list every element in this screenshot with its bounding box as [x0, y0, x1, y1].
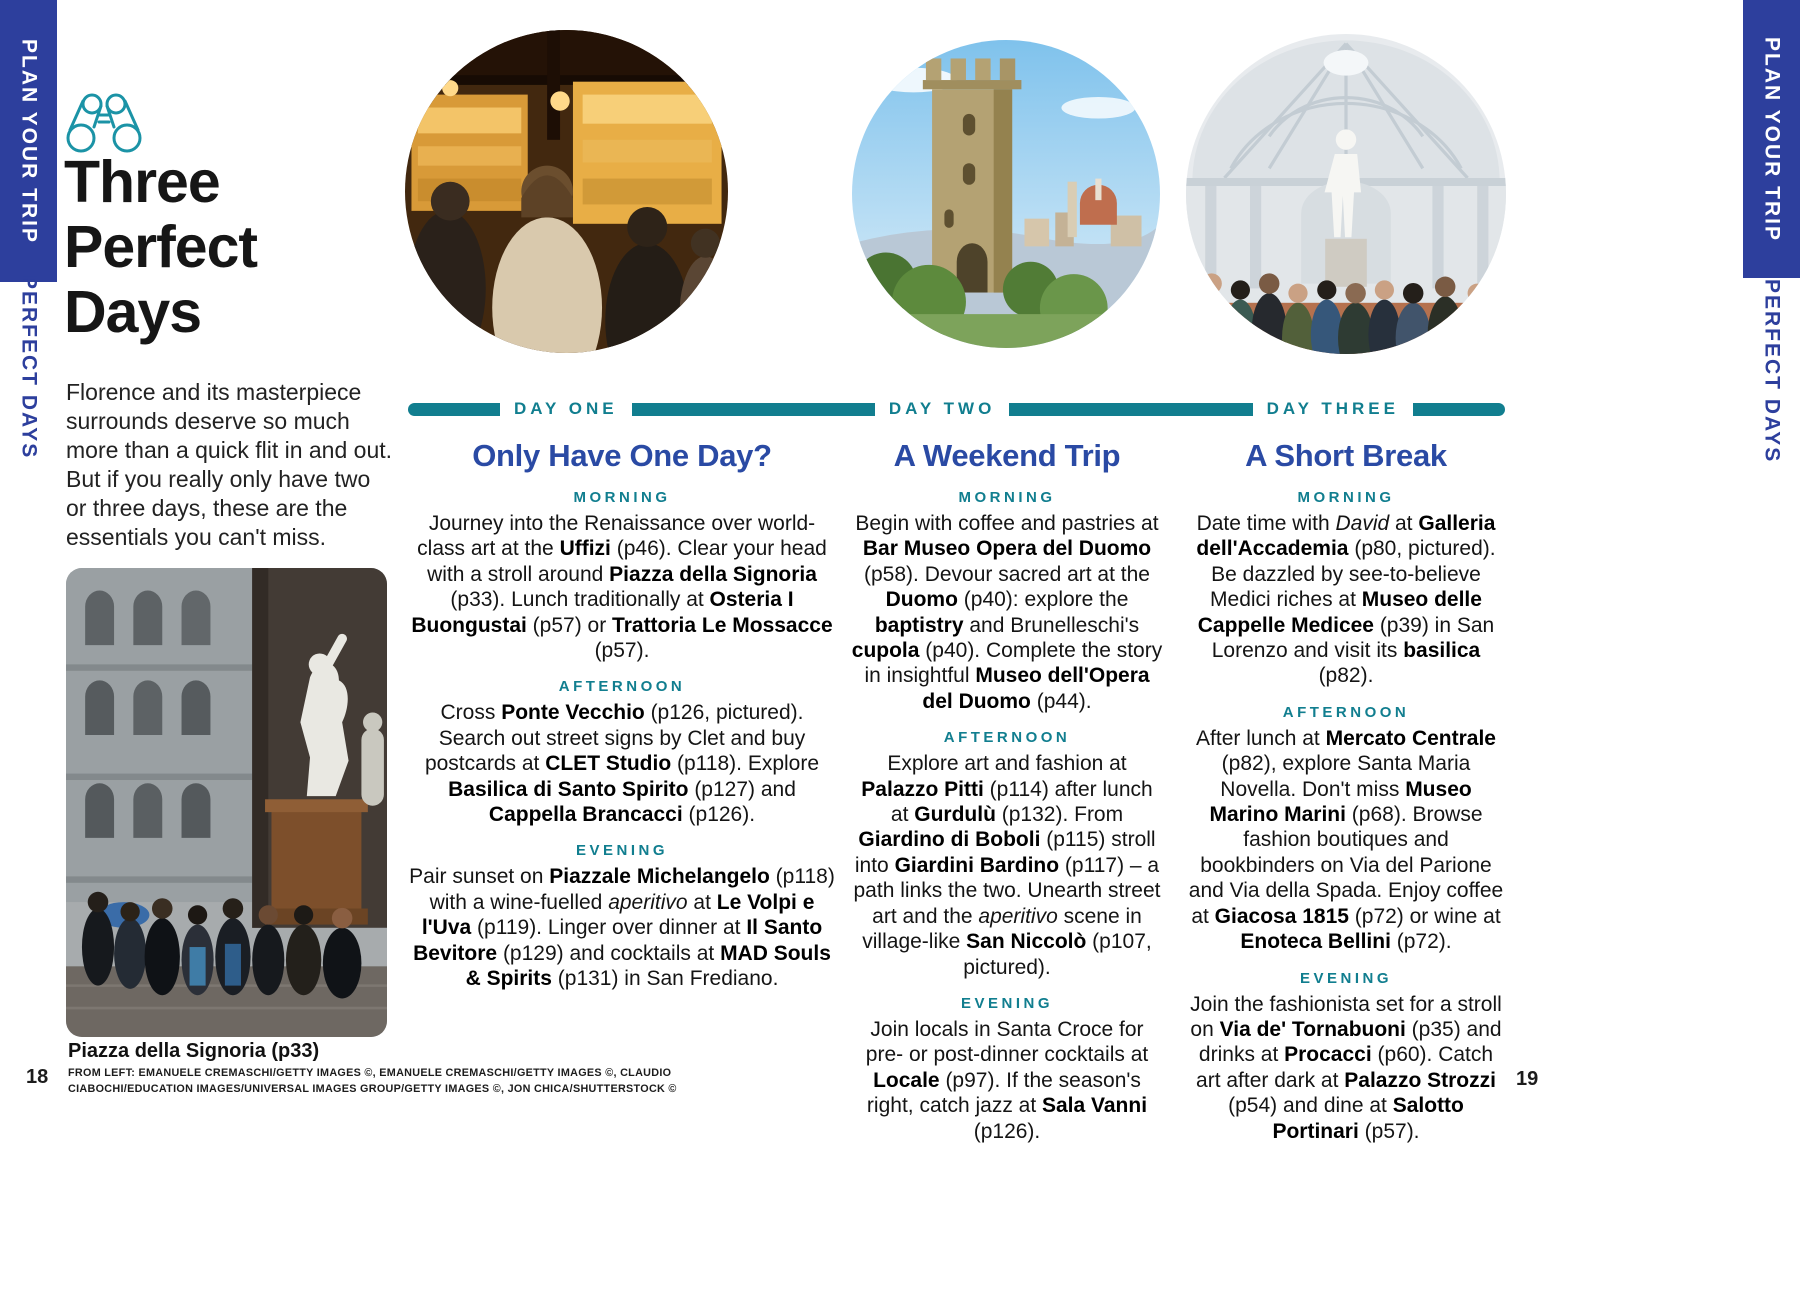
- itinerary-text: Cross Ponte Vecchio (p126, pictured). Search out street signs by Clet and buy postcards at CLET Studio (p118). Explore Basilica di Santo Spirito (p127) and Cappella Brancacci (p126).: [424, 701, 820, 827]
- itinerary-text: After lunch at Mercato Centrale (p82), explore Santa Maria Novella. Don't miss Museo Marino Marini (p68). Browse fashion boutiques and bookbinders on Via del Parione and Via della Spada. Enjoy coffee at Giacosa 1815 (p72) or wine at Enoteca Bellini (p72).: [1188, 726, 1504, 954]
- time-slot-label: MORNING: [573, 489, 671, 506]
- intro-paragraph: Florence and its masterpiece surrounds deserve so much more than a quick flit in and out. But if you really only have two or three days, these are the essentials you can't miss.: [66, 379, 393, 550]
- plan-your-trip-label: PLAN YOUR TRIP: [1760, 36, 1784, 242]
- plan-your-trip-tab-right: [1743, 0, 1800, 278]
- time-slot-label: EVENING: [960, 994, 1053, 1012]
- itinerary-text: Journey into the Renaissance over world-class art at the Uffizi (p46). Clear your head with a stroll around Piazza della Signoria (p33). Lunch traditionally at Osteria I Buongustai (p57) or Trattoria Le Mossacce (p57).: [411, 512, 833, 663]
- binoculars-icon: [66, 92, 142, 156]
- photo-credits: FROM LEFT: EMANUELE CREMASCHI/GETTY IMAGES ©, EMANUELE CREMASCHI/GETTY IMAGES ©, CLAUDIO CIABOCHI/EDUCATION IMAGES/UNIVERSAL IMAGES GROUP/GETTY IMAGES ©, JON CHICA/SHUTTERSTOCK ©: [68, 1067, 677, 1095]
- photo-caption: Piazza della Signoria (p33): [68, 1040, 320, 1062]
- time-slot-label: MORNING: [958, 489, 1056, 506]
- market-jewellery-shop-photo: [405, 30, 728, 353]
- itinerary-text: Explore art and fashion at Palazzo Pitti (p114) after lunch at Gurdulù (p132). From Giardino di Boboli (p115) stroll into Giardini Bardino (p117) – a path links the two. Unearth street art and the aperitivo scene in village-like San Niccolò (p107, pictured).: [853, 752, 1161, 979]
- itinerary-text: Pair sunset on Piazzale Michelangelo (p118) with a wine-fuelled aperitivo at Le Volpi e l'Uva (p119). Linger over dinner at Il Santo Bevitore (p129) and cocktails at MAD Souls & Spirits (p131) in San Frediano.: [409, 865, 835, 991]
- page-title: [64, 150, 404, 345]
- perfect-days-tab-right: [1743, 278, 1800, 464]
- piazza-della-signoria-photo: [66, 568, 387, 1037]
- perfect-days-label: PERFECT DAYS: [1760, 278, 1784, 464]
- plan-your-trip-tab-left: [0, 0, 57, 282]
- day-two-band-label: DAY TWO: [888, 399, 996, 418]
- day-three-sections: [1186, 489, 1506, 1144]
- page-number-left: 18: [26, 1066, 49, 1088]
- itinerary-text: Begin with coffee and pastries at Bar Museo Opera del Duomo (p58). Devour sacred art at the Duomo (p40): explore the baptistry and Brunelleschi's cupola (p40). Complete the story in insightful Museo dell'Opera del Duomo (p44).: [851, 512, 1163, 713]
- galleria-accademia-david-photo: [1186, 34, 1506, 354]
- day-two-heading: A Weekend Trip: [893, 438, 1121, 473]
- page-number-right: 19: [1516, 1068, 1539, 1090]
- plan-your-trip-label: PLAN YOUR TRIP: [17, 38, 41, 244]
- itinerary-text: Date time with David at Galleria dell'Accademia (p80, pictured). Be dazzled by see-to-believe Medici riches at Museo delle Cappelle Medicee (p39) in San Lorenzo and visit its basilica (p82).: [1196, 512, 1496, 688]
- perfect-days-tab-left: [0, 274, 57, 460]
- day-one-band-label: DAY ONE: [514, 399, 618, 418]
- day-three-column: [1186, 404, 1506, 1144]
- title-line: Perfect: [64, 213, 258, 280]
- day-one-heading: Only Have One Day?: [472, 438, 772, 473]
- day-one-column: [408, 404, 836, 992]
- time-slot-label: EVENING: [1299, 969, 1392, 987]
- time-slot-label: MORNING: [1297, 489, 1395, 506]
- title-line: Three: [64, 149, 220, 215]
- day-three-heading: A Short Break: [1245, 438, 1447, 473]
- day-three-band-label: DAY THREE: [1266, 399, 1399, 418]
- time-slot-label: AFTERNOON: [1282, 703, 1410, 721]
- day-one-sections: [408, 489, 836, 992]
- itinerary-text: Join the fashionista set for a stroll on Via de' Tornabuoni (p35) and drinks at Procacci (p60). Catch art after dark at Palazzo Strozzi (p54) and dine at Salotto Portinari (p57).: [1190, 992, 1502, 1143]
- time-slot-label: EVENING: [575, 842, 668, 860]
- tower-florence-skyline-photo: [852, 40, 1160, 348]
- itinerary-text: Join locals in Santa Croce for pre- or post-dinner cocktails at Locale (p97). If the season's right, catch jazz at Sala Vanni (p126).: [865, 1017, 1149, 1143]
- day-two-sections: [850, 489, 1164, 1144]
- perfect-days-label: PERFECT DAYS: [17, 274, 41, 460]
- time-slot-label: AFTERNOON: [943, 729, 1071, 747]
- title-line: Days: [64, 278, 202, 345]
- day-two-column: [850, 404, 1164, 1144]
- time-slot-label: AFTERNOON: [558, 678, 686, 696]
